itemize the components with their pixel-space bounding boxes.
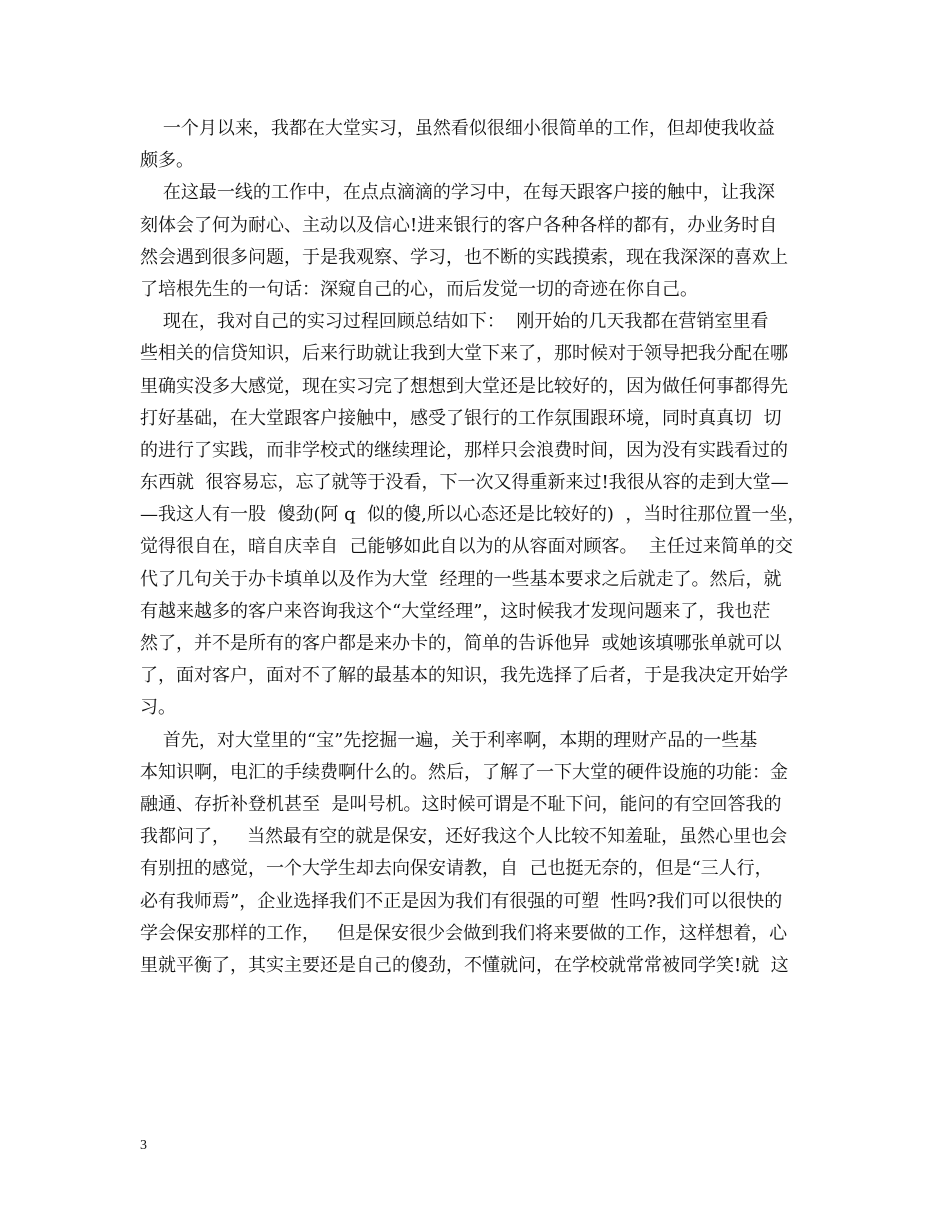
text-line: 有别扭的感觉，一个大学生却去向保安请教，自 己也挺无奈的，但是“三人行，: [140, 858, 773, 880]
text-line: 然了，并不是所有的客户都是来办卡的，简单的告诉他异 或她该填哪张单就可以: [140, 633, 782, 654]
text-line: 的进行了实践，而非学校式的继续理论，那样只会浪费时间，因为没有实践看过的: [140, 439, 788, 461]
text-line: 了，面对客户，面对不了解的最基本的知识，我先选择了后者，于是我决定开始学: [140, 665, 788, 687]
text-line: 里确实没多大感觉，现在实习完了想想到大堂还是比较好的，因为做任何事都得先: [140, 375, 788, 397]
text-line: 一个月以来，我都在大堂实习，虽然看似很细小很简单的工作，但却使我收益: [140, 118, 775, 139]
text-line: 习。: [140, 697, 176, 719]
text-line: 代了几句关于办卡填单以及作为大堂 经理的一些基本要求之后就走了。然后，就: [140, 568, 782, 590]
text-line: 打好基础，在大堂跟客户接触中，感受了银行的工作氛围跟环境，同时真真切 切: [140, 407, 782, 429]
text-line: 里就平衡了，其实主要还是自己的傻劲，不懂就问，在学校就常常被同学笑!就 这: [140, 954, 789, 976]
text-line: 学会保安那样的工作， 但是保安很少会做到我们将来要做的工作，这样想着，心: [140, 922, 788, 944]
text-line: 我都问了， 当然最有空的就是保安，还好我这个人比较不知羞耻，虽然心里也会: [140, 826, 788, 848]
text-line: 融通、存折补登机甚至 是叫号机。这时候可谓是不耻下问，能问的有空回答我的: [140, 793, 782, 815]
text-line: 觉得很自在，暗自庆幸自 己能够如此自以为的从容面对顾客。 主任过来简单的交: [140, 536, 793, 558]
text-line: 东西就 很容易忘，忘了就等于没看，下一次又得重新来过!我很从容的走到大堂—: [140, 472, 789, 494]
text-line: 些相关的信贷知识，后来行助就让我到大堂下来了，那时候对于领导把我分配在哪: [140, 343, 788, 365]
text-line: 有越来越多的客户来咨询我这个“大堂经理”，这时候我才发现问题来了，我也茫: [140, 600, 771, 622]
text-line: —我这人有一股 傻劲(阿 q 似的傻,所以心态还是比较好的) ，当时往那位置一坐，: [140, 504, 806, 526]
text-line: 首先，对大堂里的“宝”先挖掘一遍，关于利率啊，本期的理财产品的一些基: [140, 729, 758, 751]
text-line: 然会遇到很多问题，于是我观察、学习，也不断的实践摸索，现在我深深的喜欢上: [140, 246, 788, 268]
text-line: 必有我师焉”，企业选择我们不正是因为我们有很强的可塑 性吗?我们可以很快的: [140, 890, 783, 912]
text-line: 在这最一线的工作中，在点点滴滴的学习中，在每天跟客户接的触中，让我深: [140, 182, 775, 204]
text-line: 颇多。: [140, 150, 194, 172]
text-line: 刻体会了何为耐心、主动以及信心!进来银行的客户各种各样的都有，办业务时自: [140, 214, 778, 236]
text-line: 了培根先生的一句话：深窥自己的心，而后发觉一切的奇迹在你自己。: [140, 278, 698, 300]
text-line: 本知识啊，电汇的手续费啊什么的。然后，了解了一下大堂的硬件设施的功能：金: [140, 761, 788, 783]
page-number: 3: [140, 1138, 147, 1153]
text-line: 现在，我对自己的实习过程回顾总结如下： 刚开始的几天我都在营销室里看: [140, 311, 769, 333]
body-text: [140, 113, 812, 982]
